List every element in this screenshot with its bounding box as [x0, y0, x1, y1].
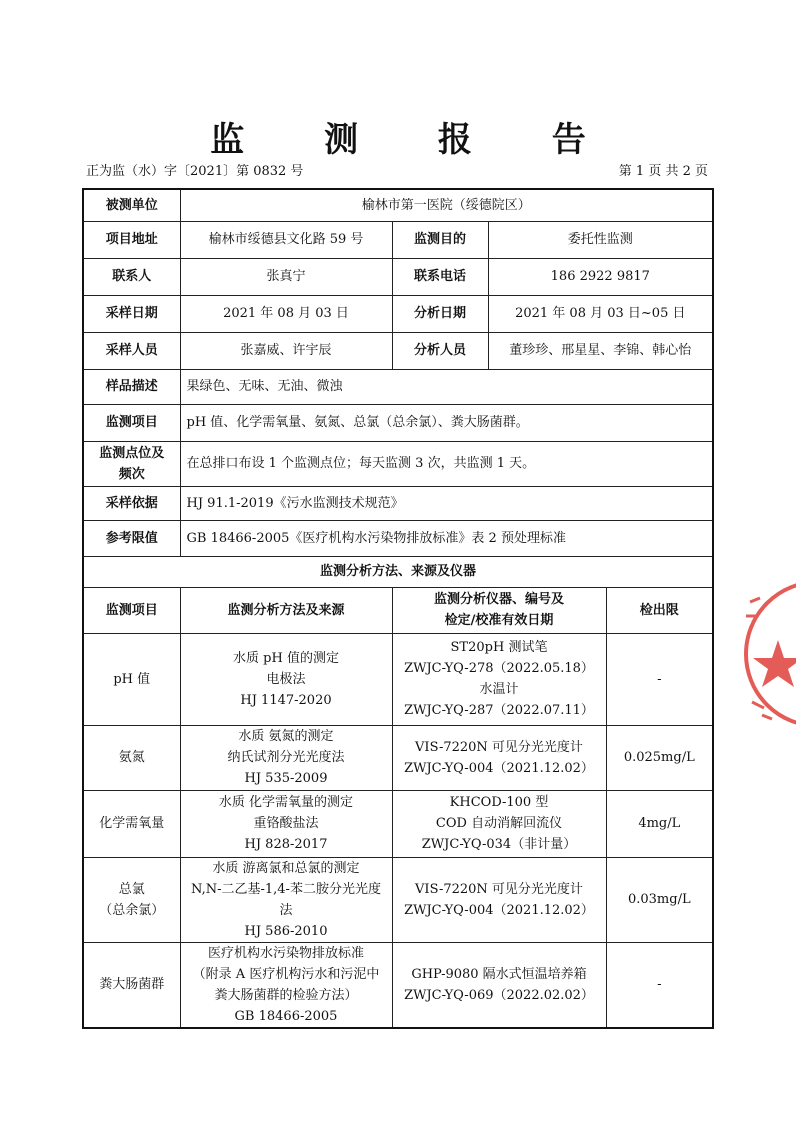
method-source-cell-line: N,N-二乙基-1,4-苯二胺分光光度法 — [191, 881, 381, 918]
analysis-date-value: 2021 年 08 月 03 日~05 日 — [488, 295, 713, 332]
method-instrument-cell — [392, 790, 606, 857]
phone-value: 186 2922 9817 — [488, 258, 713, 295]
method-source-cell-line: 重铬酸盐法 — [253, 816, 319, 831]
sampler-value: 张嘉威、许宇辰 — [180, 332, 392, 369]
seal-star — [753, 640, 796, 687]
col-instrument-header-line-2: 检定/校准有效日期 — [444, 613, 554, 628]
method-source-cell-line: 水质 pH 值的测定 — [233, 650, 339, 666]
method-row — [83, 790, 713, 857]
method-instrument-cell — [392, 857, 606, 942]
method-instrument-cell — [392, 725, 606, 790]
method-instrument-cell-line: KHCOD-100 型 — [449, 795, 549, 810]
method-source-cell-line: 医疗机构水污染物排放标准 — [207, 945, 364, 961]
analyst-value: 董珍珍、邢星星、李锦、韩心怡 — [488, 332, 713, 369]
method-source-cell-line: HJ 1147-2020 — [240, 692, 332, 708]
method-instrument-cell-line: COD 自动消解回流仪 — [435, 816, 563, 831]
unit-label: 被测单位 — [83, 189, 180, 221]
row-contact — [83, 258, 713, 295]
method-source-cell-line: HJ 586-2010 — [244, 923, 328, 939]
method-instrument-cell-line: ZWJC-YQ-278（2022.05.18） — [404, 661, 594, 676]
row-basis — [83, 486, 713, 520]
method-rows — [83, 633, 713, 1028]
row-personnel — [83, 332, 713, 369]
method-source-cell-line: HJ 535-2009 — [244, 771, 328, 786]
method-limit-cell — [606, 790, 713, 857]
method-source-cell — [180, 790, 392, 857]
purpose-label: 监测目的 — [392, 221, 488, 258]
row-items — [83, 404, 713, 441]
method-item-cell-line: 氨氮 — [118, 750, 145, 765]
items-label: 监测项目 — [83, 404, 180, 441]
method-instrument-cell — [392, 942, 606, 1028]
method-row — [83, 633, 713, 725]
method-limit-cell-line: 0.03mg/L — [627, 892, 691, 907]
limit-label: 参考限值 — [83, 520, 180, 556]
method-item-cell-line: （总余氯） — [99, 902, 165, 918]
method-source-cell-line: HJ 828-2017 — [244, 837, 328, 852]
row-points — [83, 441, 713, 486]
method-item-cell — [83, 790, 180, 857]
page-info: 第 1 页 共 2 页 — [618, 164, 708, 179]
method-source-cell-line: （附录 A 医疗机构污水和污泥中 — [192, 966, 380, 982]
unit-value: 榆林市第一医院（绥德院区） — [180, 189, 713, 221]
row-dates — [83, 295, 713, 332]
method-item-cell — [83, 942, 180, 1028]
method-limit-cell-line: 4mg/L — [638, 816, 681, 831]
desc-value: 果绿色、无味、无油、微浊 — [180, 369, 713, 404]
col-method-header: 监测分析方法及来源 — [180, 587, 392, 633]
row-limit — [83, 520, 713, 556]
method-instrument-cell-line: ST20pH 测试笔 — [450, 640, 548, 655]
address-value: 榆林市绥德县文化路 59 号 — [180, 221, 392, 258]
method-limit-cell-line: - — [657, 671, 662, 687]
col-limit-header: 检出限 — [606, 587, 713, 633]
analyst-label: 分析人员 — [392, 332, 488, 369]
col-item-header: 监测项目 — [83, 587, 180, 633]
method-instrument-cell-line: VIS-7220N 可见分光光度计 — [415, 739, 583, 755]
method-limit-cell-line: 0.025mg/L — [623, 750, 695, 765]
method-instrument-cell-line: 水温计 — [479, 682, 519, 697]
method-instrument-cell-line: ZWJC-YQ-004（2021.12.02） — [404, 760, 594, 776]
contact-value: 张真宁 — [180, 258, 392, 295]
method-source-cell-line: 水质 游离氯和总氯的测定 — [212, 860, 360, 876]
method-source-cell — [180, 633, 392, 725]
method-source-cell — [180, 942, 392, 1028]
method-row — [83, 857, 713, 942]
method-instrument-cell-line: ZWJC-YQ-069（2022.02.02） — [404, 987, 594, 1003]
items-value: pH 值、化学需氧量、氨氮、总氯（总余氯）、粪大肠菌群。 — [180, 404, 713, 441]
sample-date-label: 采样日期 — [83, 295, 180, 332]
row-description — [83, 369, 713, 404]
method-instrument-cell-line: VIS-7220N 可见分光光度计 — [415, 881, 583, 897]
method-source-cell-line: 水质 化学需氧量的测定 — [218, 795, 354, 810]
method-item-cell — [83, 725, 180, 790]
row-section-title — [83, 556, 713, 587]
method-instrument-cell-line: ZWJC-YQ-034（非计量） — [421, 837, 577, 852]
method-instrument-cell-line: ZWJC-YQ-004（2021.12.02） — [404, 902, 594, 918]
method-source-cell-line: 电极法 — [266, 671, 306, 687]
address-label: 项目地址 — [83, 221, 180, 258]
method-row — [83, 942, 713, 1028]
col-instrument-header — [392, 587, 606, 633]
method-row — [83, 725, 713, 790]
points-label — [83, 441, 180, 486]
method-source-cell-line: 粪大肠菌群的检验方法） — [214, 987, 358, 1003]
method-source-cell-line: 纳氏试剂分光光度法 — [227, 750, 345, 765]
points-label-line-2: 频次 — [118, 466, 145, 482]
col-instrument-header-line-1: 监测分析仪器、编号及 — [433, 592, 564, 607]
report-title: 监 测 报 告 — [210, 120, 620, 160]
points-value: 在总排口布设 1 个监测点位；每天监测 3 次，共监测 1 天。 — [180, 441, 713, 486]
report-number: 正为监（水）字〔2021〕第 0832 号 — [86, 164, 304, 179]
method-source-cell — [180, 725, 392, 790]
method-limit-cell — [606, 633, 713, 725]
sampler-label: 采样人员 — [83, 332, 180, 369]
methods-section-title: 监测分析方法、来源及仪器 — [83, 556, 713, 587]
purpose-value: 委托性监测 — [488, 221, 713, 258]
basis-value: HJ 91.1-2019《污水监测技术规范》 — [180, 486, 713, 520]
method-item-cell-line: 化学需氧量 — [99, 816, 165, 831]
method-limit-cell — [606, 857, 713, 942]
row-address — [83, 221, 713, 258]
method-item-cell-line: 粪大肠菌群 — [99, 977, 165, 992]
method-limit-cell — [606, 942, 713, 1028]
method-item-cell — [83, 857, 180, 942]
method-source-cell-line: GB 18466-2005 — [234, 1008, 338, 1024]
points-label-line-1: 监测点位及 — [99, 445, 165, 461]
method-item-cell-line: pH 值 — [113, 671, 151, 687]
report-table — [82, 188, 714, 1029]
row-unit — [83, 189, 713, 221]
method-instrument-cell-line: ZWJC-YQ-287（2022.07.11） — [404, 703, 594, 718]
analysis-date-label: 分析日期 — [392, 295, 488, 332]
method-instrument-cell-line: GHP-9080 隔水式恒温培养箱 — [411, 966, 587, 982]
method-limit-cell-line: - — [657, 977, 662, 992]
company-seal — [738, 572, 796, 732]
method-source-cell-line: 水质 氨氮的测定 — [238, 729, 334, 744]
phone-label: 联系电话 — [392, 258, 488, 295]
basis-label: 采样依据 — [83, 486, 180, 520]
sample-date-value: 2021 年 08 月 03 日 — [180, 295, 392, 332]
limit-value: GB 18466-2005《医疗机构水污染物排放标准》表 2 预处理标准 — [180, 520, 713, 556]
method-instrument-cell — [392, 633, 606, 725]
contact-label: 联系人 — [83, 258, 180, 295]
method-source-cell — [180, 857, 392, 942]
method-item-cell — [83, 633, 180, 725]
desc-label: 样品描述 — [83, 369, 180, 404]
method-item-cell-line: 总氯 — [118, 881, 145, 897]
method-limit-cell — [606, 725, 713, 790]
row-methods-header — [83, 587, 713, 633]
